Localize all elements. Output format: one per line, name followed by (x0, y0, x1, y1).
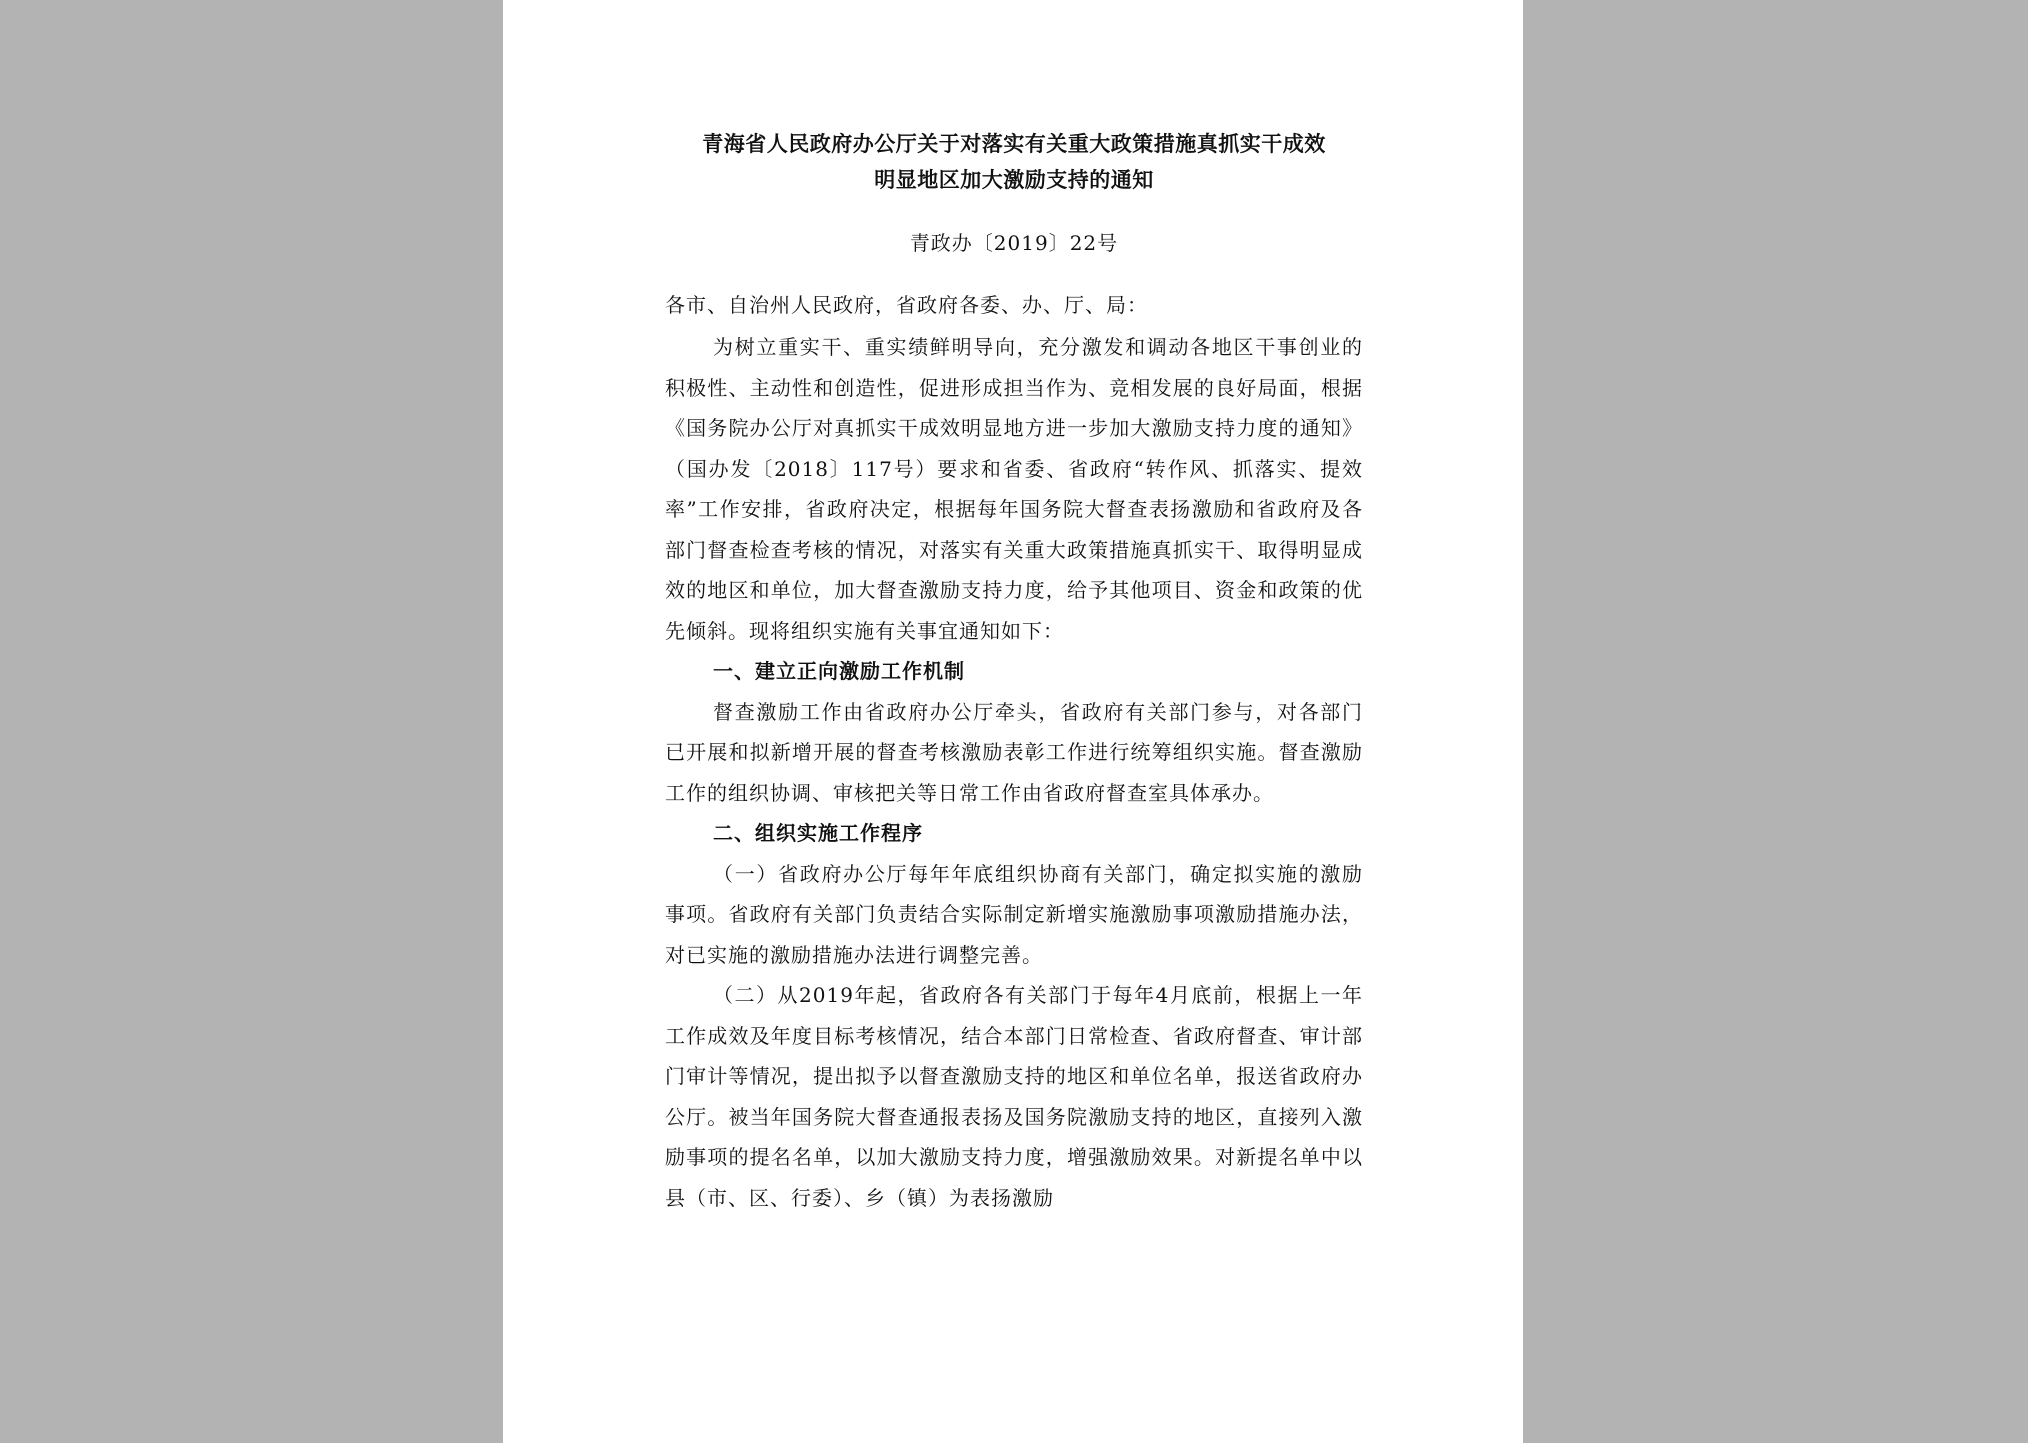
section-1-paragraph: 督查激励工作由省政府办公厅牵头，省政府有关部门参与，对各部门已开展和拟新增开展的督查考核激励表彰工作进行统筹组织实施。督查激励工作的组织协调、审核把关等日常工作由省政府督查室具体承办。 (665, 699, 1363, 805)
document-number: 青政办〔2019〕22号 (909, 231, 1119, 255)
document-title (665, 126, 1363, 198)
addressee-line: 各市、自治州人民政府，省政府各委、办、厅、局： (665, 293, 1148, 317)
page-content (665, 126, 1363, 1218)
section-1-heading: 一、建立正向激励工作机制 (713, 659, 965, 683)
section-2-item-2: （二）从2019年起，省政府各有关部门于每年4月底前，根据上一年工作成效及年度目标考核情况，结合本部门日常检查、省政府督查、审计部门审计等情况，提出拟予以督查激励支持的地区和单位名单，报送省政府办公厅。被当年国务院大督查通报表扬及国务院激励支持的地区，直接列入激励事项的提名名单，以加大激励支持力度，增强激励效果。对新提名单中以县（市、区、行委）、乡（镇）为表扬激励 (665, 983, 1363, 1210)
intro-paragraph: 为树立重实干、重实绩鲜明导向，充分激发和调动各地区干事创业的积极性、主动性和创造性，促进形成担当作为、竞相发展的良好局面，根据《国务院办公厅对真抓实干成效明显地方进一步加大激励支持力度的通知》（国办发〔2018〕117号）要求和省委、省政府“转作风、抓落实、提效率”工作安排，省政府决定，根据每年国务院大督查表扬激励和省政府及各部门督查检查考核的情况，对落实有关重大政策措施真抓实干、取得明显成效的地区和单位，加大督查激励支持力度，给予其他项目、资金和政策的优先倾斜。现将组织实施有关事宜通知如下： (665, 335, 1363, 643)
section-2-item-1: （一）省政府办公厅每年年底组织协商有关部门，确定拟实施的激励事项。省政府有关部门负责结合实际制定新增实施激励事项激励措施办法，对已实施的激励措施办法进行调整完善。 (665, 861, 1363, 967)
title-line-1: 青海省人民政府办公厅关于对落实有关重大政策措施真抓实干成效 (702, 132, 1326, 156)
document-page (503, 0, 1523, 1443)
section-2-heading: 二、组织实施工作程序 (713, 821, 923, 845)
title-line-2: 明显地区加大激励支持的通知 (874, 168, 1154, 192)
